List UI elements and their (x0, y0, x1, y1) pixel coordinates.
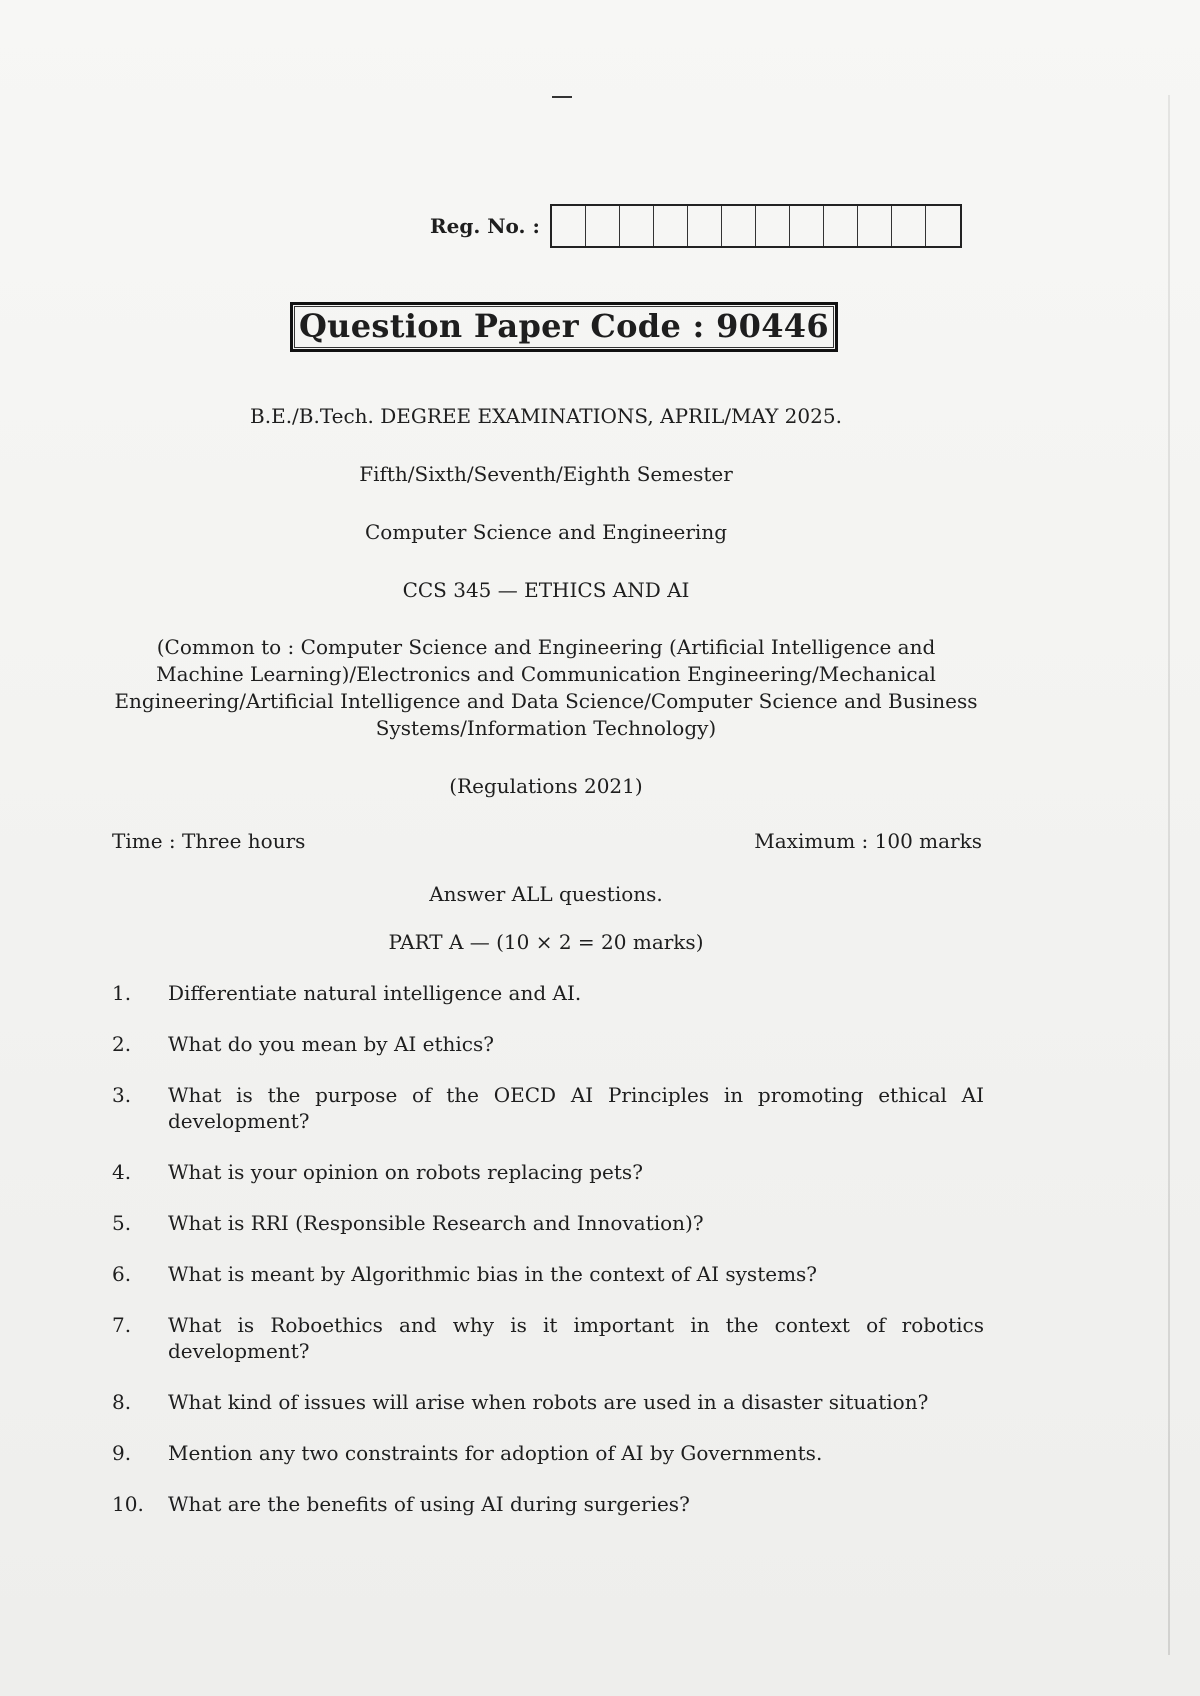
time-marks-row (112, 829, 982, 853)
reg-no-row (430, 204, 962, 248)
question-text: What is your opinion on robots replacing pets? (168, 1160, 643, 1184)
question-text: Mention any two constraints for adoption of AI by Governments. (168, 1441, 823, 1465)
paper-code-box (290, 302, 838, 352)
question-text: What is RRI (Responsible Research and Innovation)? (168, 1211, 704, 1235)
question-text: What kind of issues will arise when robots are used in a disaster situation? (168, 1390, 929, 1414)
paper-code: Question Paper Code : 90446 (299, 307, 829, 345)
common-to-line: Systems/Information Technology) (375, 716, 717, 740)
question-item (112, 1159, 984, 1185)
reg-no-digit-box (688, 206, 722, 246)
part-a-heading: PART A — (10 × 2 = 20 marks) (388, 930, 704, 954)
top-dash-mark (552, 96, 572, 98)
question-number: 4. (112, 1160, 132, 1184)
question-item (112, 1031, 984, 1057)
question-item (112, 1312, 984, 1364)
common-to-block (108, 634, 984, 742)
reg-no-digit-box (892, 206, 926, 246)
reg-no-digit-box (586, 206, 620, 246)
question-number: 5. (112, 1211, 132, 1235)
reg-no-digit-box (756, 206, 790, 246)
common-to-line: Engineering/Artificial Intelligence and Data Science/Computer Science and Business (114, 689, 978, 713)
time-allowed: Time : Three hours (112, 829, 306, 853)
question-text: What is meant by Algorithmic bias in the context of AI systems? (168, 1262, 818, 1286)
question-text: What is the purpose of the OECD AI Principles in promoting ethical AI development? (168, 1083, 984, 1133)
semester: Fifth/Sixth/Seventh/Eighth Semester (359, 462, 733, 486)
exam-title: B.E./B.Tech. DEGREE EXAMINATIONS, APRIL/MAY 2025. (250, 404, 842, 428)
reg-no-digit-box (858, 206, 892, 246)
question-text: What do you mean by AI ethics? (168, 1032, 494, 1056)
question-number: 7. (112, 1313, 132, 1337)
reg-no-digit-box (620, 206, 654, 246)
question-item (112, 1491, 984, 1517)
department: Computer Science and Engineering (364, 520, 728, 544)
question-item (112, 1261, 984, 1287)
maximum-marks: Maximum : 100 marks (754, 829, 982, 853)
question-text: What is Roboethics and why is it important in the context of robotics development? (168, 1313, 984, 1363)
question-number: 1. (112, 981, 132, 1005)
question-number: 6. (112, 1262, 132, 1286)
course-title: CCS 345 — ETHICS AND AI (402, 578, 690, 602)
regulations: (Regulations 2021) (449, 774, 643, 798)
question-item (112, 1210, 984, 1236)
instruction: Answer ALL questions. (429, 882, 663, 906)
question-text: Differentiate natural intelligence and AI. (168, 981, 582, 1005)
common-to-line: Machine Learning)/Electronics and Communication Engineering/Mechanical (156, 662, 936, 686)
question-text: What are the benefits of using AI during surgeries? (168, 1492, 690, 1516)
question-number: 8. (112, 1390, 132, 1414)
question-number: 10. (112, 1492, 144, 1516)
reg-no-label: Reg. No. : (430, 214, 540, 238)
question-list (112, 980, 984, 1517)
common-to-line: (Common to : Computer Science and Engineering (Artificial Intelligence and (156, 635, 936, 659)
question-item (112, 1389, 984, 1415)
reg-no-digit-box (722, 206, 756, 246)
page-edge-shadow (1168, 95, 1170, 1655)
reg-no-digit-box (654, 206, 688, 246)
question-item (112, 1082, 984, 1134)
reg-no-digit-box (790, 206, 824, 246)
question-item (112, 1440, 984, 1466)
reg-no-digit-box (824, 206, 858, 246)
question-item (112, 980, 984, 1006)
reg-no-digit-box (552, 206, 586, 246)
question-number: 3. (112, 1083, 132, 1107)
reg-no-digit-box (926, 206, 960, 246)
question-number: 2. (112, 1032, 132, 1056)
question-number: 9. (112, 1441, 132, 1465)
reg-no-boxes (550, 204, 962, 248)
